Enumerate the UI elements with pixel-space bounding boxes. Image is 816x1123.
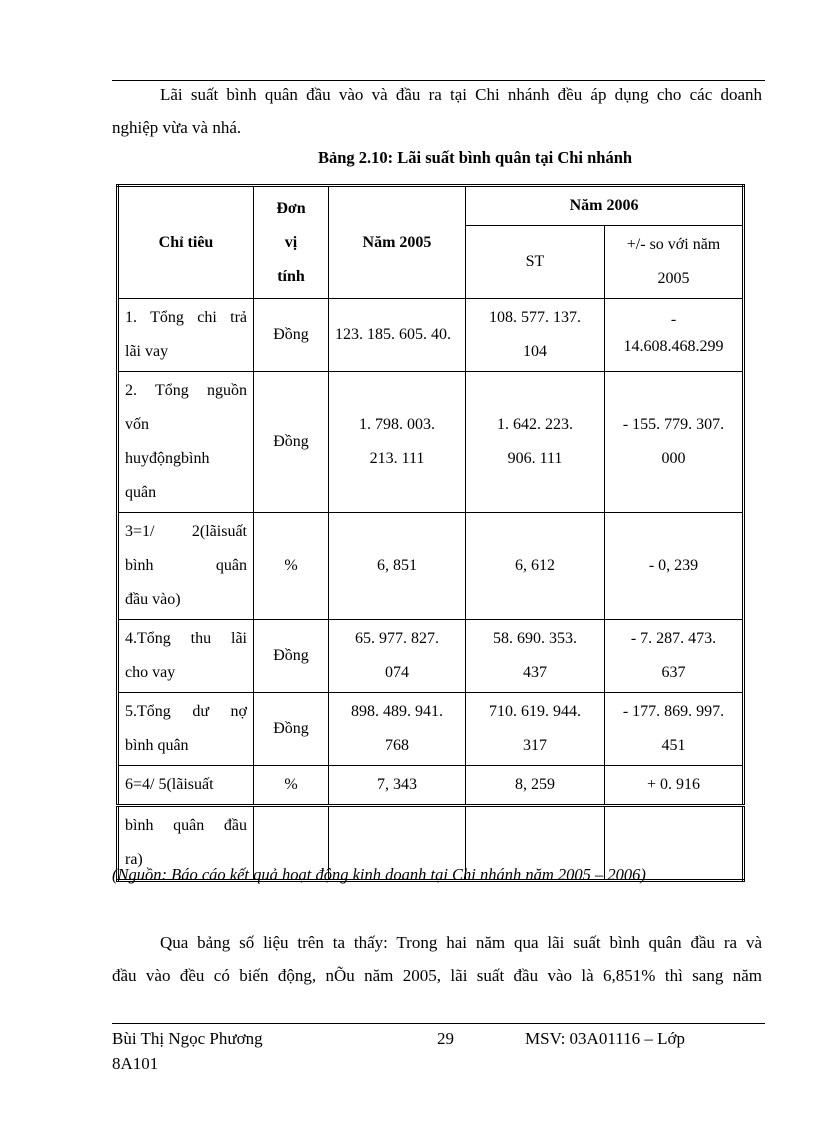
intro-line-1: Lãi suất bình quân đầu vào và đầu ra tại Chi nhánh đều áp dụng cho các doanh	[160, 85, 762, 104]
row-unit: Đồng	[254, 372, 329, 513]
footer-class: 8A101	[112, 1054, 159, 1073]
value-line: 317	[523, 737, 547, 754]
table-header-row	[118, 186, 744, 226]
label-line: bình quân	[125, 737, 189, 754]
row-unit: %	[254, 513, 329, 620]
header-chi-tieu: Chỉ tiêu	[118, 186, 254, 299]
value-line: - 0, 239	[648, 557, 699, 574]
label-line: 1. Tổng chi trả	[125, 309, 247, 326]
row-value-st	[466, 620, 605, 693]
footer-page-number: 29	[437, 1029, 454, 1048]
row-label	[118, 513, 254, 620]
row-value-diff	[605, 513, 744, 620]
source-note: (Nguồn: Báo cáo kết quả hoạt động kinh doanh tại Chi nhánh năm 2005 – 2006)	[112, 865, 646, 884]
table-row	[118, 372, 744, 513]
footer-author: Bùi Thị Ngọc Phương	[112, 1029, 263, 1048]
row-value-diff	[605, 766, 744, 806]
row-value-st	[466, 766, 605, 806]
intro-line-2: nghiệp vừa và nhá.	[112, 118, 242, 137]
label-line: 4.Tổng thu lãi	[125, 630, 247, 647]
header-don-vi-line: vị	[284, 233, 298, 251]
value-line: 898. 489. 941.	[351, 703, 443, 720]
label-line: 2. Tổng nguồn	[125, 382, 247, 399]
row-unit: Đồng	[254, 620, 329, 693]
header-nam-2005: Năm 2005	[329, 186, 466, 299]
label-line: 6=4/ 5(lãisuất	[125, 776, 214, 793]
label-line: 3=1/ 2(lãisuất	[125, 523, 247, 540]
value-line: 451	[661, 737, 686, 754]
value-line: 710. 619. 944.	[489, 703, 581, 720]
label-line: đầu vào)	[125, 591, 181, 608]
row-value-2005	[329, 372, 466, 513]
row-value-diff	[605, 693, 744, 766]
label-line: bình quân	[125, 557, 247, 574]
label-line: ra)	[125, 851, 143, 868]
header-don-vi-line: tính	[277, 267, 305, 285]
header-compare-line: +/- so với năm	[626, 236, 721, 253]
value-line: 65. 977. 827.	[355, 630, 439, 647]
value-line: 000	[661, 450, 686, 467]
interest-rate-table	[116, 184, 745, 882]
value-line: 213. 111	[369, 450, 425, 467]
value-line: -	[670, 311, 677, 328]
label-line: 5.Tổng dư nợ	[125, 703, 247, 720]
row-value-2005	[329, 513, 466, 620]
label-line: cho vay	[125, 664, 176, 681]
value-line: + 0. 916	[646, 776, 701, 793]
value-line: 437	[523, 664, 547, 681]
value-line: 108. 577. 137.	[489, 309, 581, 326]
footer-student-id: MSV: 03A01116 – Lớp	[525, 1029, 685, 1048]
row-value-2005	[329, 620, 466, 693]
value-line: 58. 690. 353.	[493, 630, 577, 647]
row-value-st	[466, 372, 605, 513]
value-line: 1. 642. 223.	[497, 416, 573, 433]
value-line: 1. 798. 003.	[359, 416, 435, 433]
label-line: vốn	[125, 416, 149, 433]
row-value-diff	[605, 299, 744, 372]
row-label	[118, 693, 254, 766]
label-line: quân	[125, 484, 157, 501]
row-label	[118, 372, 254, 513]
row-value-st	[466, 693, 605, 766]
conclusion-line-1: Qua bảng số liệu trên ta thấy: Trong hai năm qua lãi suất bình quân đầu ra và	[160, 933, 762, 952]
row-value-2005	[329, 766, 466, 806]
row-value-2005	[329, 693, 466, 766]
row-value-st	[466, 299, 605, 372]
value-line: 104	[523, 343, 547, 360]
value-line: 637	[661, 664, 686, 681]
value-line: 7, 343	[377, 776, 417, 793]
header-compare-line: 2005	[657, 270, 690, 287]
value-line: 8, 259	[515, 776, 555, 793]
header-compare	[605, 226, 744, 299]
value-line: 14.608.468.299	[623, 338, 724, 355]
header-don-vi-tinh	[254, 186, 329, 299]
row-value-2005	[329, 299, 466, 372]
value-line: 6, 612	[515, 557, 555, 574]
value-line: 123. 185. 605. 40.	[335, 326, 451, 343]
value-line: - 7. 287. 473.	[630, 630, 717, 647]
header-don-vi-line: Đơn	[276, 199, 306, 217]
table-row	[118, 513, 744, 620]
value-line: - 177. 869. 997.	[622, 703, 725, 720]
table-caption: Bảng 2.10: Lãi suất bình quân tại Chi nhánh	[318, 148, 633, 167]
value-line: 906. 111	[507, 450, 563, 467]
label-line: lãi vay	[125, 343, 169, 360]
label-line: bình quân đầu	[125, 817, 247, 834]
table-row	[118, 620, 744, 693]
header-st: ST	[466, 226, 605, 299]
value-line: 6, 851	[377, 557, 417, 574]
row-label	[118, 620, 254, 693]
row-unit: %	[254, 766, 329, 806]
table-row	[118, 693, 744, 766]
label-line: huyđộngbình	[125, 450, 210, 467]
value-line: 074	[385, 664, 409, 681]
row-label	[118, 299, 254, 372]
row-value-diff	[605, 620, 744, 693]
row-unit: Đồng	[254, 299, 329, 372]
header-nam-2006: Năm 2006	[466, 186, 744, 226]
row-value-st	[466, 513, 605, 620]
row-label	[118, 766, 254, 806]
table-row	[118, 299, 744, 372]
value-line: 768	[385, 737, 409, 754]
footer-rule	[112, 1023, 765, 1024]
row-value-diff	[605, 372, 744, 513]
row-unit: Đồng	[254, 693, 329, 766]
value-line: - 155. 779. 307.	[622, 416, 725, 433]
conclusion-line-2: đầu vào đều có biến động, nÕu năm 2005, lãi suất đầu vào là 6,851% thì sang năm	[112, 966, 762, 985]
table-row	[118, 766, 744, 806]
